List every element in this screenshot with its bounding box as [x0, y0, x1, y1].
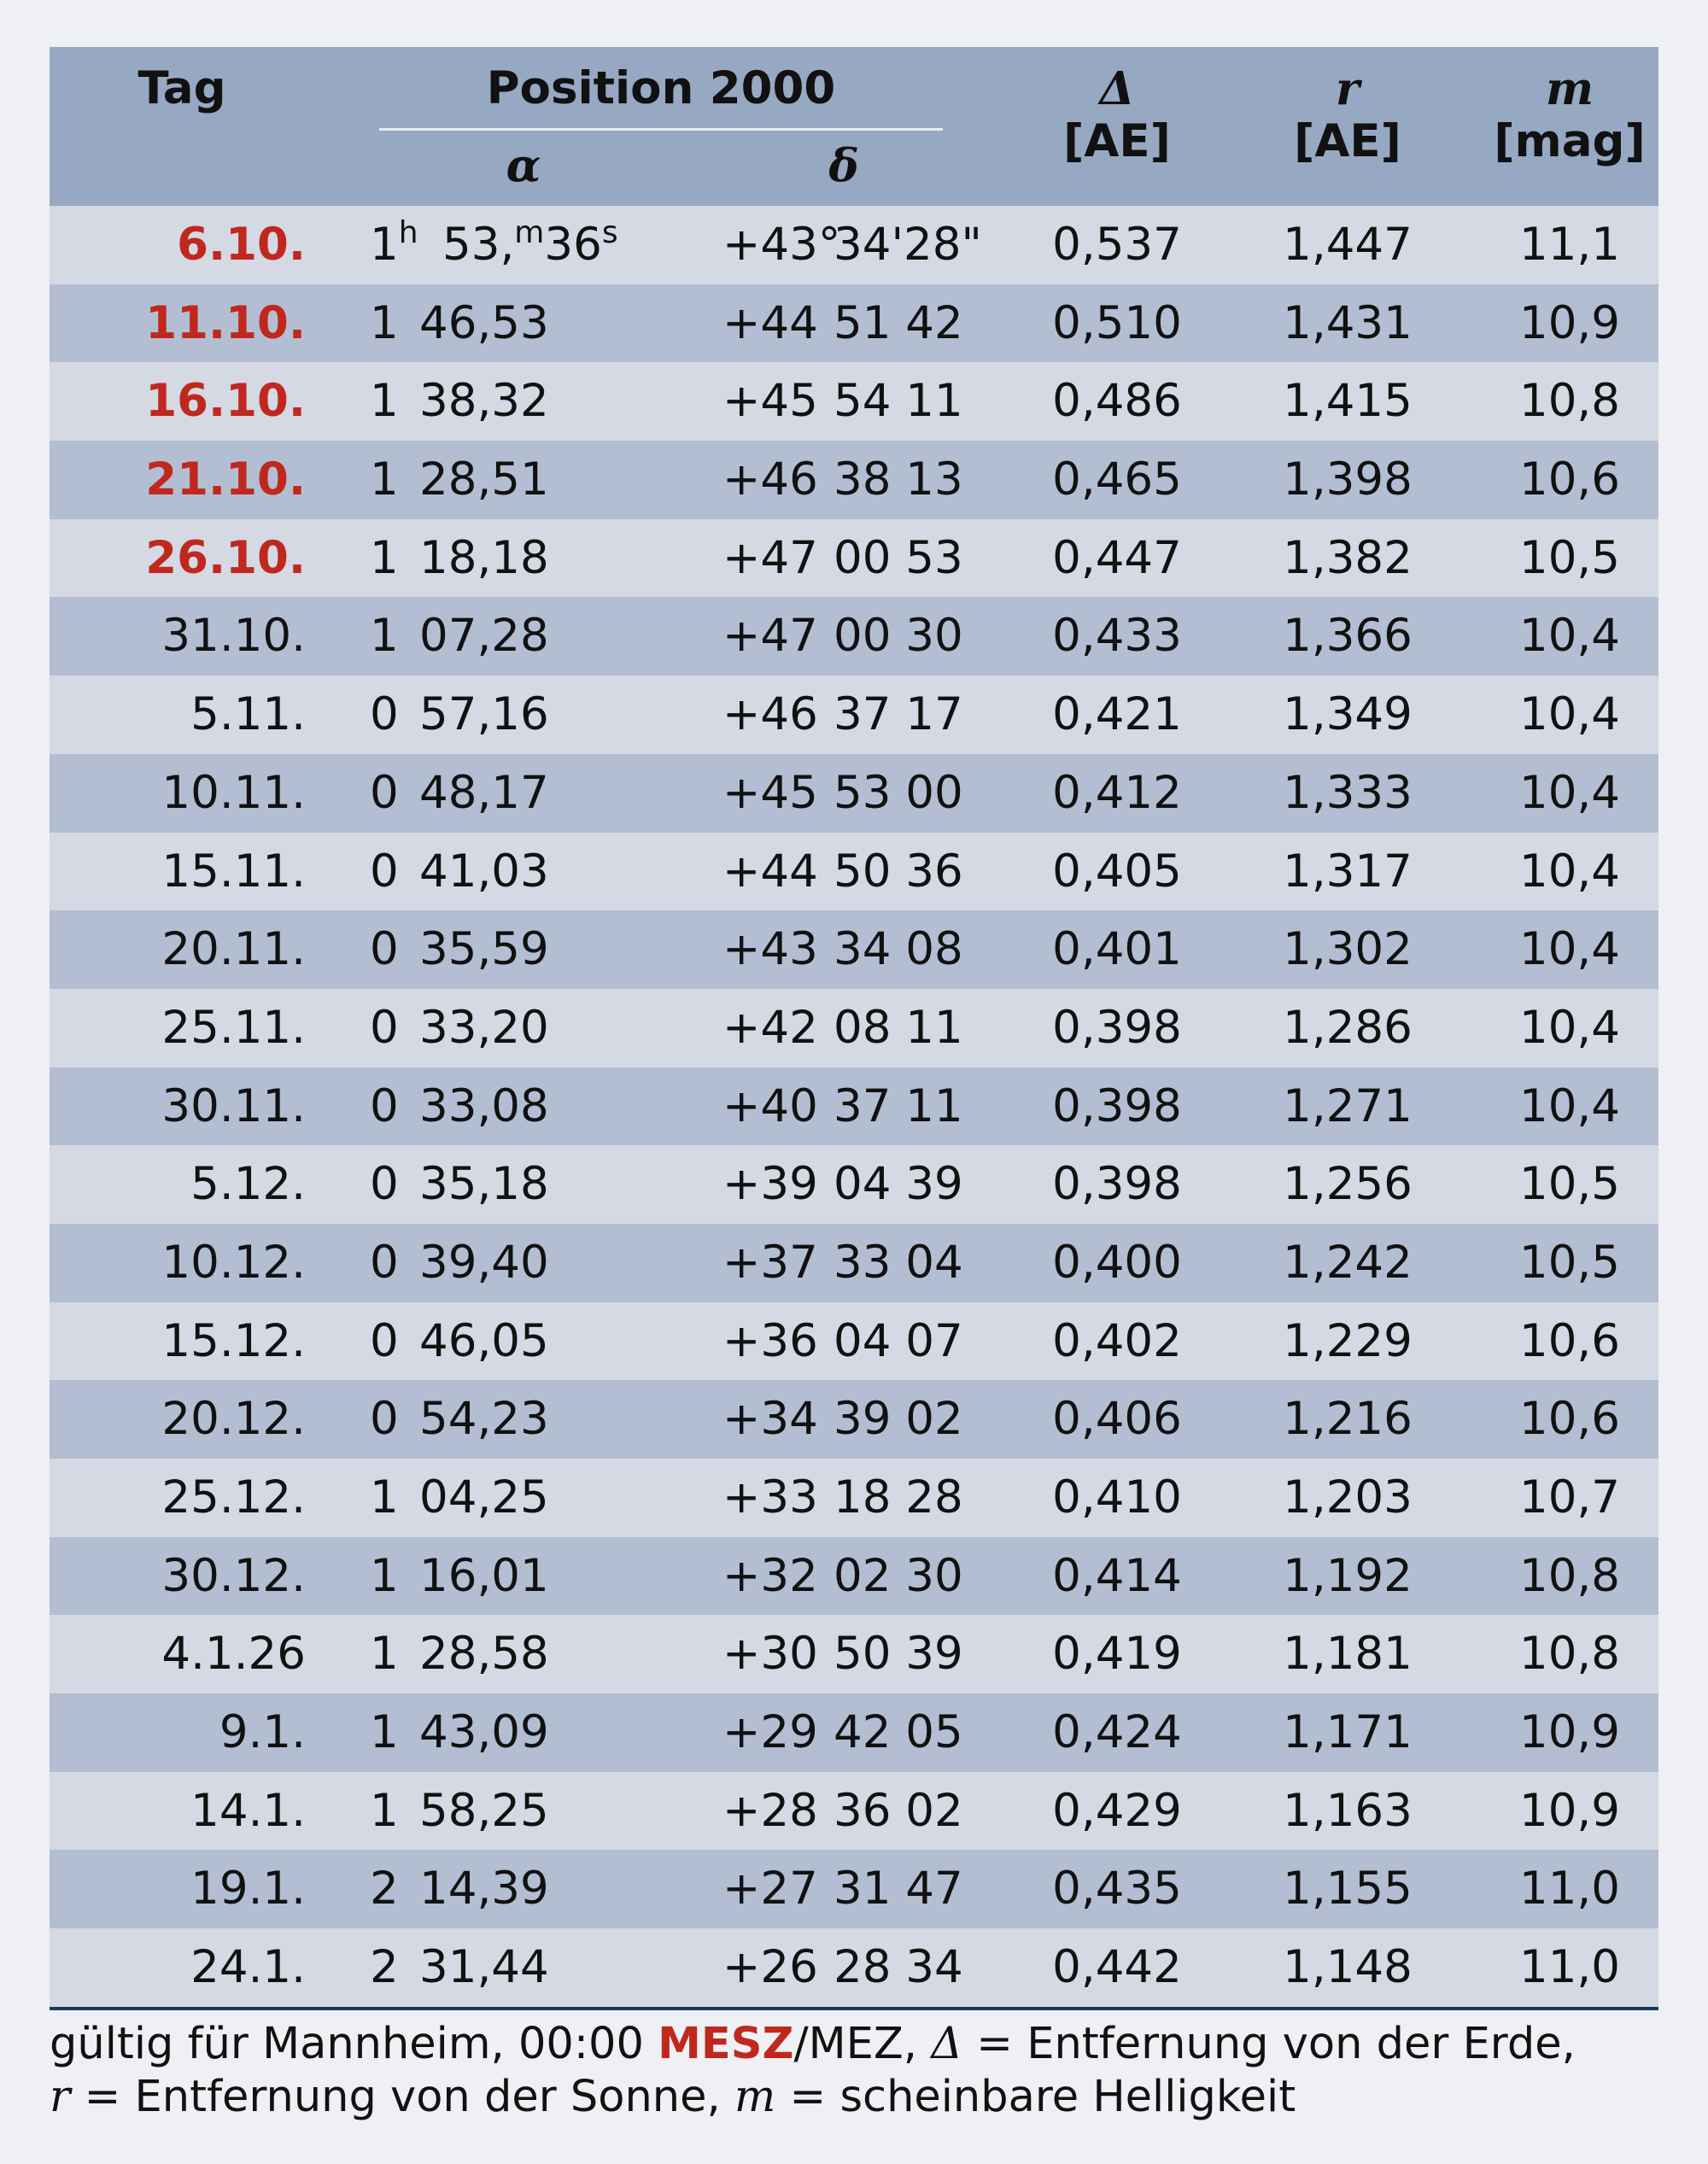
cell-ra-minutes: [419, 1850, 549, 1928]
cell-dec-degrees: +47: [722, 610, 818, 663]
cell-ra-minutes: [419, 1302, 549, 1381]
cell-dec-degrees: +34: [722, 1393, 818, 1446]
footnote-line-1: [50, 2018, 1672, 2071]
ra-seconds-value: 36: [544, 219, 602, 271]
cell-dec-arcmin-arcsec: 37 11: [834, 1079, 963, 1132]
cell-distance-sun: 1,366: [1283, 610, 1413, 663]
footnote-mesz: MESZ: [658, 2019, 794, 2069]
cell-ra-minutes: [419, 284, 549, 363]
cell-dec-arcmin-arcsec: 53 00: [834, 766, 963, 819]
cell-day: 20.12.: [161, 1393, 306, 1446]
cell-distance-earth: 0,401: [1052, 923, 1182, 976]
table-row: [50, 1928, 1658, 2007]
table-row: [50, 1145, 1658, 1224]
cell-distance-earth: 0,465: [1052, 453, 1182, 506]
cell-day: 30.12.: [161, 1549, 306, 1602]
cell-distance-sun: 1,203: [1283, 1471, 1413, 1524]
footnote-delta-symbol: Δ: [931, 2019, 963, 2069]
header-position: Position 2000: [486, 62, 836, 114]
cell-ra-hours: [370, 1693, 399, 1772]
cell-magnitude: 10,4: [1518, 1079, 1620, 1132]
cell-ra-hours: [370, 1537, 399, 1616]
header-magnitude-symbol: m: [1545, 62, 1594, 115]
ra-minutes-value: 28,51: [419, 453, 549, 506]
unit-m: m: [514, 215, 545, 250]
ra-minutes-value: 33,08: [419, 1079, 549, 1132]
cell-dec-degrees: +39: [722, 1158, 818, 1211]
cell-ra-hours: [370, 441, 399, 519]
cell-magnitude: 10,9: [1518, 1784, 1620, 1837]
footnote-text: = scheinbare Helligkeit: [775, 2072, 1296, 2122]
cell-ra-minutes: [419, 519, 549, 598]
table-row: [50, 1537, 1658, 1616]
cell-distance-earth: 0,429: [1052, 1784, 1182, 1837]
cell-ra-minutes: [419, 1615, 549, 1693]
cell-magnitude: 10,9: [1518, 1706, 1620, 1759]
table-body: [50, 206, 1658, 2007]
cell-distance-sun: 1,229: [1283, 1314, 1413, 1367]
cell-dec-degrees: +32: [722, 1549, 818, 1602]
cell-magnitude: 10,5: [1518, 531, 1620, 584]
table-header: [50, 47, 1658, 206]
cell-dec-degrees: +44: [722, 296, 818, 349]
cell-dec-degrees: +29: [722, 1706, 818, 1759]
cell-ra-hours: [370, 1380, 399, 1459]
cell-ra-minutes: [419, 910, 549, 989]
cell-distance-earth: 0,414: [1052, 1549, 1182, 1602]
header-delta: δ: [828, 139, 859, 192]
cell-distance-earth: 0,537: [1052, 219, 1182, 271]
ra-minutes-value: 41,03: [419, 845, 549, 898]
cell-distance-sun: 1,415: [1283, 375, 1413, 428]
cell-day: 31.10.: [161, 610, 306, 663]
cell-dec-degrees: +44: [722, 845, 818, 898]
table-row: [50, 1224, 1658, 1302]
cell-distance-sun: 1,216: [1283, 1393, 1413, 1446]
ra-hours-value: 0: [370, 1158, 399, 1211]
cell-ra-hours: [370, 1772, 399, 1851]
cell-dec-degrees: +28: [722, 1784, 818, 1837]
footnote-text: = Entfernung von der Sonne,: [70, 2072, 734, 2122]
cell-day: 20.11.: [161, 923, 306, 976]
cell-dec-degrees: +36: [722, 1314, 818, 1367]
cell-dec-arcmin-arcsec: 18 28: [834, 1471, 963, 1524]
cell-day: 21.10.: [145, 453, 306, 506]
cell-day: 4.1.26: [161, 1628, 306, 1681]
cell-dec-arcmin-arcsec: 08 11: [834, 1001, 963, 1054]
cell-magnitude: 10,7: [1518, 1471, 1620, 1524]
table-row: [50, 1067, 1658, 1146]
table-row: [50, 1459, 1658, 1537]
table-row: [50, 910, 1658, 989]
cell-ra-hours: [370, 1302, 399, 1381]
cell-distance-sun: 1,171: [1283, 1706, 1413, 1759]
cell-day: 24.1.: [190, 1941, 306, 1994]
cell-dec-arcmin-arcsec: 54 11: [834, 375, 963, 428]
cell-distance-earth: 0,421: [1052, 688, 1182, 741]
cell-dec-arcmin-arcsec: 28 34: [834, 1941, 963, 1994]
header-tag: Tag: [137, 62, 226, 114]
cell-ra-minutes: [419, 1693, 549, 1772]
cell-ra-hours: [370, 519, 399, 598]
cell-distance-earth: 0,412: [1052, 766, 1182, 819]
cell-day: 5.12.: [190, 1158, 306, 1211]
cell-ra-minutes: [419, 1067, 549, 1146]
cell-distance-earth: 0,398: [1052, 1079, 1182, 1132]
header-distance-sun-symbol: r: [1336, 62, 1360, 115]
cell-ra-minutes: [419, 362, 549, 441]
cell-dec-degrees: +46: [722, 688, 818, 741]
cell-ra-minutes: [419, 754, 549, 833]
cell-dec-degrees: +27: [722, 1863, 818, 1915]
cell-ra-hours: [370, 1224, 399, 1302]
cell-dec-arcmin-arcsec: 00 53: [834, 531, 963, 584]
ra-minutes-value: 38,32: [419, 375, 549, 428]
cell-magnitude: 10,6: [1518, 453, 1620, 506]
cell-distance-sun: 1,192: [1283, 1549, 1413, 1602]
cell-distance-earth: 0,424: [1052, 1706, 1182, 1759]
ra-minutes-value: 46,53: [419, 296, 549, 349]
ra-minutes-value: 35,18: [419, 1158, 549, 1211]
cell-ra-minutes: [419, 1772, 549, 1851]
cell-magnitude: 10,9: [1518, 296, 1620, 349]
ra-hours-value: 1: [370, 1628, 399, 1681]
cell-ra-hours: [370, 676, 399, 754]
header-magnitude: [1433, 62, 1706, 168]
unit-s: s: [601, 215, 618, 250]
cell-distance-earth: 0,419: [1052, 1628, 1182, 1681]
table-row: [50, 441, 1658, 519]
cell-distance-sun: 1,431: [1283, 296, 1413, 349]
cell-day: 19.1.: [190, 1863, 306, 1915]
cell-day: 25.12.: [161, 1471, 306, 1524]
ra-minutes-value: 16,01: [419, 1549, 549, 1602]
cell-distance-sun: 1,349: [1283, 688, 1413, 741]
cell-magnitude: 11,0: [1518, 1941, 1620, 1994]
cell-distance-sun: 1,317: [1283, 845, 1413, 898]
cell-distance-sun: 1,382: [1283, 531, 1413, 584]
cell-day: 10.12.: [161, 1236, 306, 1289]
cell-day: 11.10.: [145, 296, 306, 349]
table-row: [50, 833, 1658, 911]
cell-dec-arcmin-arcsec: 34 08: [834, 923, 963, 976]
table-row: [50, 1693, 1658, 1772]
cell-ra-minutes: [419, 989, 549, 1067]
header-distance-sun-unit: [AE]: [1294, 115, 1401, 167]
cell-distance-sun: 1,256: [1283, 1158, 1413, 1211]
cell-magnitude: 10,8: [1518, 375, 1620, 428]
cell-ra-hours: [370, 284, 399, 363]
cell-ra-hours: [370, 362, 399, 441]
cell-magnitude: 10,6: [1518, 1314, 1620, 1367]
footnote: [50, 2018, 1672, 2124]
footnote-r-symbol: r: [50, 2072, 71, 2122]
header-position-rule: [379, 128, 943, 131]
table-row: [50, 597, 1658, 676]
unit-h: h: [398, 215, 418, 250]
table-row: [50, 989, 1658, 1067]
cell-magnitude: 10,5: [1518, 1236, 1620, 1289]
cell-distance-sun: 1,163: [1283, 1784, 1413, 1837]
ra-minutes-value: 31,44: [419, 1941, 549, 1994]
cell-dec-degrees: +30: [722, 1628, 818, 1681]
cell-dec-degrees: +26: [722, 1941, 818, 1994]
cell-magnitude: 10,5: [1518, 1158, 1620, 1211]
cell-ra-minutes: [419, 833, 549, 911]
cell-dec-degrees: +43°: [722, 219, 841, 271]
ra-hours-value: 0: [370, 1314, 399, 1367]
cell-ra-hours: [370, 833, 399, 911]
table-row: [50, 284, 1658, 363]
cell-day: 5.11.: [190, 688, 306, 741]
cell-distance-earth: 0,435: [1052, 1863, 1182, 1915]
cell-magnitude: 10,4: [1518, 923, 1620, 976]
cell-day: 10.11.: [161, 766, 306, 819]
ra-hours-value: 0: [370, 845, 399, 898]
ra-hours-value: 2: [370, 1863, 399, 1915]
cell-distance-sun: 1,333: [1283, 766, 1413, 819]
cell-dec-arcmin-arcsec: 04 39: [834, 1158, 963, 1211]
ra-minutes-value: 14,39: [419, 1863, 549, 1915]
ra-hours-value: 1: [370, 610, 399, 663]
cell-dec-arcmin-arcsec: 51 42: [834, 296, 963, 349]
cell-ra-hours: [370, 597, 399, 676]
cell-ra-hours: [370, 1145, 399, 1224]
cell-magnitude: 11,1: [1518, 219, 1620, 271]
ra-minutes-value: 07,28: [419, 610, 549, 663]
header-distance-earth-symbol: Δ: [1099, 62, 1135, 115]
table-row: [50, 1850, 1658, 1928]
cell-day: 15.12.: [161, 1314, 306, 1367]
cell-magnitude: 10,4: [1518, 610, 1620, 663]
cell-ra-minutes: [419, 597, 549, 676]
table-row: [50, 1615, 1658, 1693]
cell-day: 14.1.: [190, 1784, 306, 1837]
cell-distance-earth: 0,402: [1052, 1314, 1182, 1367]
ra-hours-value: 1: [370, 375, 399, 428]
cell-day: 9.1.: [219, 1706, 306, 1759]
ra-minutes-value: 33,20: [419, 1001, 549, 1054]
ra-hours-value: 1: [370, 1784, 399, 1837]
ra-hours-value: 1: [370, 1549, 399, 1602]
cell-distance-sun: 1,302: [1283, 923, 1413, 976]
ra-hours-value: 1: [370, 453, 399, 506]
ra-hours-value: 0: [370, 923, 399, 976]
cell-day: 16.10.: [145, 375, 306, 428]
cell-day: 25.11.: [161, 1001, 306, 1054]
ra-hours-value: 0: [370, 766, 399, 819]
ra-hours-value: 1: [370, 219, 399, 271]
cell-dec-arcmin-arcsec: 37 17: [834, 688, 963, 741]
cell-distance-earth: 0,405: [1052, 845, 1182, 898]
cell-ra-minutes: [419, 1537, 549, 1616]
cell-ra-hours: [370, 206, 418, 290]
cell-distance-sun: 1,398: [1283, 453, 1413, 506]
cell-distance-earth: 0,447: [1052, 531, 1182, 584]
cell-dec-arcmin-arcsec: 38 13: [834, 453, 963, 506]
cell-ra-hours: [370, 754, 399, 833]
ra-minutes-value: 48,17: [419, 766, 549, 819]
ra-minutes-value: 54,23: [419, 1393, 549, 1446]
cell-distance-sun: 1,148: [1283, 1941, 1413, 1994]
cell-distance-earth: 0,410: [1052, 1471, 1182, 1524]
ra-minutes-value: 04,25: [419, 1471, 549, 1524]
cell-distance-earth: 0,398: [1052, 1158, 1182, 1211]
cell-magnitude: 10,4: [1518, 1001, 1620, 1054]
header-magnitude-unit: [mag]: [1494, 115, 1646, 167]
cell-distance-earth: 0,406: [1052, 1393, 1182, 1446]
cell-dec-arcmin-arcsec: 50 36: [834, 845, 963, 898]
cell-dec-arcmin-arcsec: 00 30: [834, 610, 963, 663]
cell-magnitude: 10,6: [1518, 1393, 1620, 1446]
cell-dec-arcmin-arcsec: 42 05: [834, 1706, 963, 1759]
cell-magnitude: 10,8: [1518, 1549, 1620, 1602]
ra-hours-value: 0: [370, 1236, 399, 1289]
ra-minutes-value: 43,09: [419, 1706, 549, 1759]
table-row: [50, 754, 1658, 833]
cell-ra-minutes: [442, 206, 618, 290]
cell-day: 30.11.: [161, 1079, 306, 1132]
cell-ra-hours: [370, 1850, 399, 1928]
cell-dec-arcmin-arcsec: 39 02: [834, 1393, 963, 1446]
table-row: [50, 362, 1658, 441]
cell-ra-hours: [370, 910, 399, 989]
cell-day: 26.10.: [145, 531, 306, 584]
cell-distance-earth: 0,433: [1052, 610, 1182, 663]
footnote-text: gültig für Mannheim, 00:00: [50, 2019, 658, 2069]
cell-ra-minutes: [419, 1459, 549, 1537]
ra-minutes-value: 35,59: [419, 923, 549, 976]
cell-ra-minutes: [419, 1380, 549, 1459]
header-alpha: α: [506, 139, 541, 192]
cell-dec-degrees: +47: [722, 531, 818, 584]
footnote-text: /MEZ,: [793, 2019, 932, 2069]
cell-ra-hours: [370, 1928, 399, 2007]
ephemeris-table: [50, 47, 1658, 2010]
cell-dec-arcmin-arcsec: 33 04: [834, 1236, 963, 1289]
cell-day: 6.10.: [177, 219, 306, 271]
cell-dec-degrees: +33: [722, 1471, 818, 1524]
cell-dec-arcmin-arcsec: 50 39: [834, 1628, 963, 1681]
ra-hours-value: 1: [370, 1706, 399, 1759]
cell-ra-minutes: [419, 676, 549, 754]
cell-dec-arcmin-arcsec: 31 47: [834, 1863, 963, 1915]
ra-minutes-value: 58,25: [419, 1784, 549, 1837]
table-bottom-rule: [50, 2007, 1658, 2010]
header-distance-earth-unit: [AE]: [1063, 115, 1171, 167]
cell-ra-hours: [370, 1459, 399, 1537]
ra-hours-value: 2: [370, 1941, 399, 1994]
ra-minutes-value: 28,58: [419, 1628, 549, 1681]
ra-hours-value: 1: [370, 531, 399, 584]
cell-distance-sun: 1,242: [1283, 1236, 1413, 1289]
cell-dec-degrees: +37: [722, 1236, 818, 1289]
footnote-m-symbol: m: [734, 2072, 776, 2122]
cell-ra-hours: [370, 1615, 399, 1693]
cell-distance-sun: 1,447: [1283, 219, 1413, 271]
cell-ra-hours: [370, 989, 399, 1067]
cell-distance-earth: 0,486: [1052, 375, 1182, 428]
cell-dec-degrees: +40: [722, 1079, 818, 1132]
cell-distance-sun: 1,271: [1283, 1079, 1413, 1132]
cell-distance-earth: 0,510: [1052, 296, 1182, 349]
ra-hours-value: 0: [370, 1079, 399, 1132]
cell-dec-degrees: +45: [722, 375, 818, 428]
ra-minutes-value: 18,18: [419, 531, 549, 584]
cell-ra-minutes: [419, 1224, 549, 1302]
cell-dec-degrees: +45: [722, 766, 818, 819]
table-row: [50, 519, 1658, 598]
ra-hours-value: 0: [370, 1393, 399, 1446]
cell-magnitude: 10,8: [1518, 1628, 1620, 1681]
cell-dec-arcmin-arcsec: 34'28": [834, 219, 982, 271]
cell-distance-sun: 1,181: [1283, 1628, 1413, 1681]
ra-minutes-value: 39,40: [419, 1236, 549, 1289]
cell-dec-degrees: +42: [722, 1001, 818, 1054]
cell-distance-sun: 1,155: [1283, 1863, 1413, 1915]
cell-distance-earth: 0,442: [1052, 1941, 1182, 1994]
ra-minutes-value: 57,16: [419, 688, 549, 741]
cell-magnitude: 10,4: [1518, 845, 1620, 898]
cell-ra-minutes: [419, 1145, 549, 1224]
cell-dec-arcmin-arcsec: 02 30: [834, 1549, 963, 1602]
table-row: [50, 676, 1658, 754]
cell-dec-arcmin-arcsec: 04 07: [834, 1314, 963, 1367]
ra-minutes-value: 46,05: [419, 1314, 549, 1367]
table-row: [50, 206, 1658, 284]
ra-hours-value: 1: [370, 296, 399, 349]
cell-distance-earth: 0,398: [1052, 1001, 1182, 1054]
footnote-text: = Entfernung von der Erde,: [962, 2019, 1576, 2069]
cell-distance-sun: 1,286: [1283, 1001, 1413, 1054]
cell-magnitude: 10,4: [1518, 766, 1620, 819]
table-row: [50, 1772, 1658, 1851]
cell-day: 15.11.: [161, 845, 306, 898]
ra-minutes-value: 53,: [442, 219, 515, 271]
table-row: [50, 1302, 1658, 1381]
footnote-line-2: [50, 2071, 1672, 2124]
table-row: [50, 1380, 1658, 1459]
cell-dec-degrees: +46: [722, 453, 818, 506]
ra-hours-value: 0: [370, 1001, 399, 1054]
cell-distance-earth: 0,400: [1052, 1236, 1182, 1289]
cell-ra-hours: [370, 1067, 399, 1146]
cell-dec-arcmin-arcsec: 36 02: [834, 1784, 963, 1837]
cell-magnitude: 11,0: [1518, 1863, 1620, 1915]
ra-hours-value: 1: [370, 1471, 399, 1524]
cell-ra-minutes: [419, 1928, 549, 2007]
cell-dec-degrees: +43: [722, 923, 818, 976]
cell-ra-minutes: [419, 441, 549, 519]
cell-magnitude: 10,4: [1518, 688, 1620, 741]
ra-hours-value: 0: [370, 688, 399, 741]
